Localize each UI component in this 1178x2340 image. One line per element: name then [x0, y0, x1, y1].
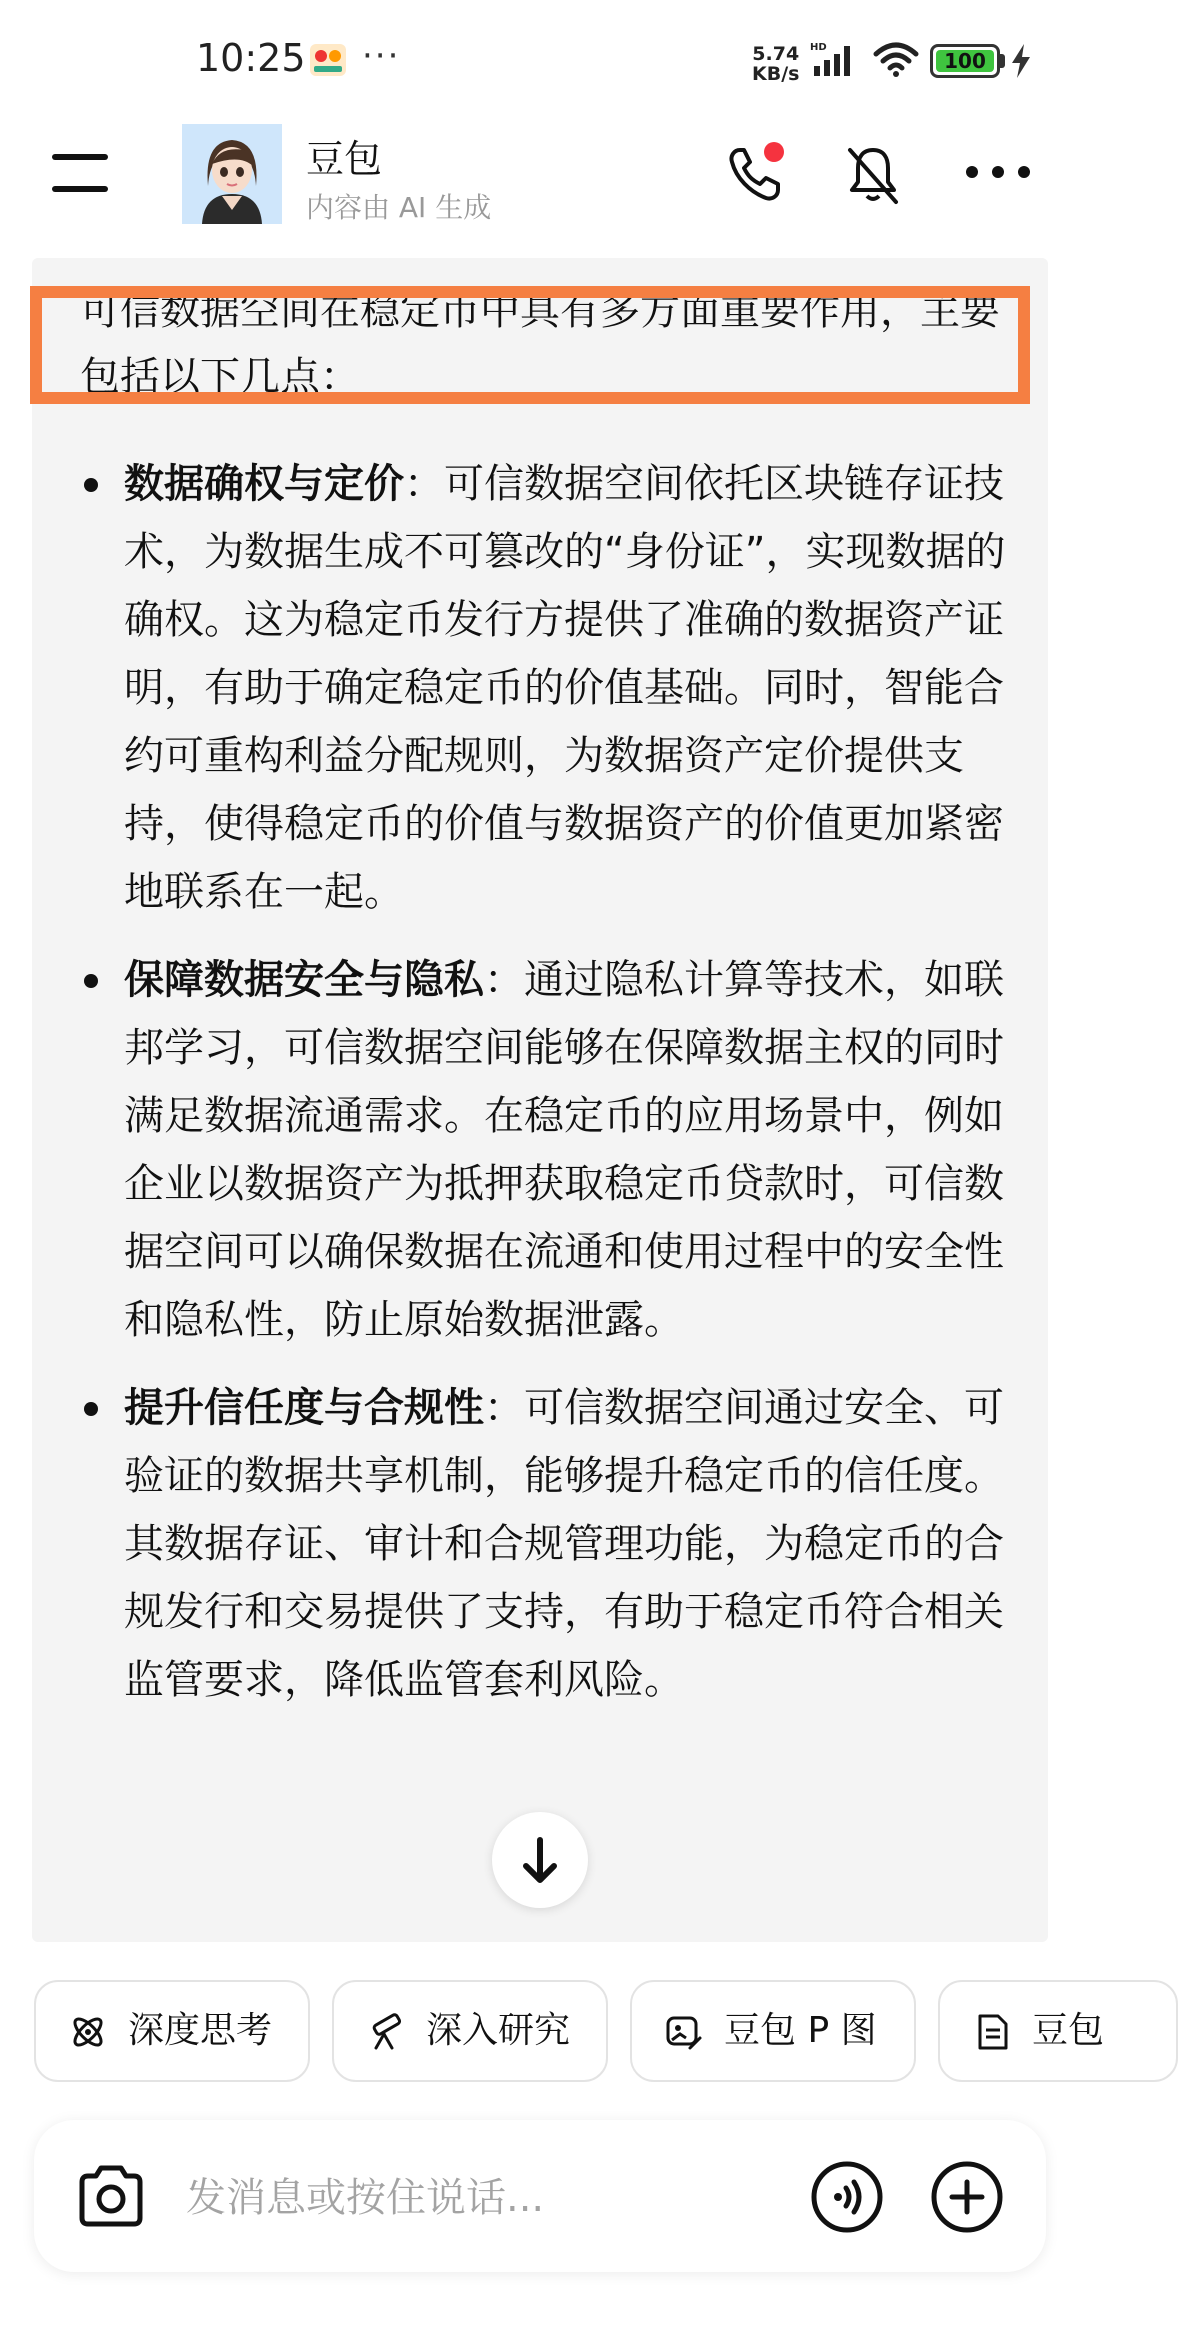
chat-header: [0, 120, 1080, 260]
atom-icon: [68, 2012, 108, 2052]
list-item: [80, 450, 1020, 926]
more-icon: [966, 166, 978, 178]
status-time: 10:25: [196, 36, 306, 80]
assistant-message: [32, 258, 1048, 1942]
chip-deep-research[interactable]: 深入研究: [332, 1980, 608, 2082]
cell-signal-icon: [810, 40, 860, 78]
bot-avatar[interactable]: [182, 124, 282, 224]
list-item: [80, 946, 1020, 1354]
chip-doubao-p-image[interactable]: 豆包 P 图: [630, 1980, 916, 2082]
chip-deep-thinking[interactable]: 深度思考: [34, 1980, 310, 2082]
message-input[interactable]: [184, 2152, 788, 2244]
voice-input-icon[interactable]: [810, 2160, 884, 2234]
status-bar: [0, 0, 1080, 120]
menu-icon: [52, 154, 108, 160]
app-badge-icon: [308, 42, 348, 78]
scroll-to-bottom-button[interactable]: [492, 1812, 588, 1908]
message-intro: 可信数据空间在稳定币中具有多方面重要作用，主要包括以下几点：: [80, 288, 1000, 400]
bullet-body: ：通过隐私计算等技术，如联邦学习，可信数据空间能够在保障数据主权的同时满足数据流通需求。在稳定币的应用场景中，例如企业以数据资产为抵押获取稳定币贷款时，可信数据空间可以确保数据在流通和使用过程中的安全性和隐私性，防止原始数据泄露。: [124, 957, 1004, 1343]
camera-icon[interactable]: [76, 2164, 146, 2230]
bullet-title: 数据确权与定价: [124, 461, 404, 507]
message-bullet-list: [80, 450, 1020, 1734]
quick-action-chips: [0, 1980, 1105, 2086]
status-more-dots: ···: [362, 36, 401, 76]
arrow-down-icon: [492, 1812, 588, 1908]
battery-level: 100: [944, 49, 986, 73]
chip-doubao-more[interactable]: 豆包: [938, 1980, 1178, 2082]
telescope-icon: [366, 2012, 406, 2052]
list-item: [80, 1374, 1020, 1714]
bullet-body: ：可信数据空间依托区块链存证技术，为数据生成不可篡改的“身份证”，实现数据的确权。这为稳定币发行方提供了准确的数据资产证明，有助于确定稳定币的价值基础。同时，智能合约可重构利益分配规则，为数据资产定价提供支持，使得稳定币的价值与数据资产的价值更加紧密地联系在一起。: [124, 461, 1006, 915]
wifi-icon: [872, 40, 920, 78]
document-icon: [972, 2012, 1012, 2052]
plus-icon[interactable]: [930, 2160, 1004, 2234]
bot-name: 豆包: [306, 137, 383, 181]
highlight-annotation-box: [30, 286, 1030, 404]
battery-icon: [930, 44, 1000, 78]
menu-button[interactable]: [52, 150, 112, 196]
bullet-title: 提升信任度与合规性: [124, 1385, 484, 1431]
svg-text:HD: HD: [810, 42, 827, 53]
network-speed: 5.74 KB/s: [752, 43, 800, 85]
image-edit-icon: [664, 2012, 704, 2052]
charging-icon: [1010, 44, 1032, 78]
more-options-button[interactable]: [966, 158, 1032, 186]
bullet-body: ：可信数据空间通过安全、可验证的数据共享机制，能够提升稳定币的信任度。其数据存证、审计和合规管理功能，为稳定币的合规发行和交易提供了支持，有助于稳定币符合相关监管要求，降低监管套利风险。: [124, 1385, 1004, 1703]
avatar-icon: [182, 124, 282, 224]
notification-dot: [764, 142, 784, 162]
ai-generated-label: 内容由 AI 生成: [306, 191, 492, 224]
speaker-mute-icon[interactable]: [838, 140, 908, 210]
bullet-title: 保障数据安全与隐私: [124, 957, 484, 1003]
